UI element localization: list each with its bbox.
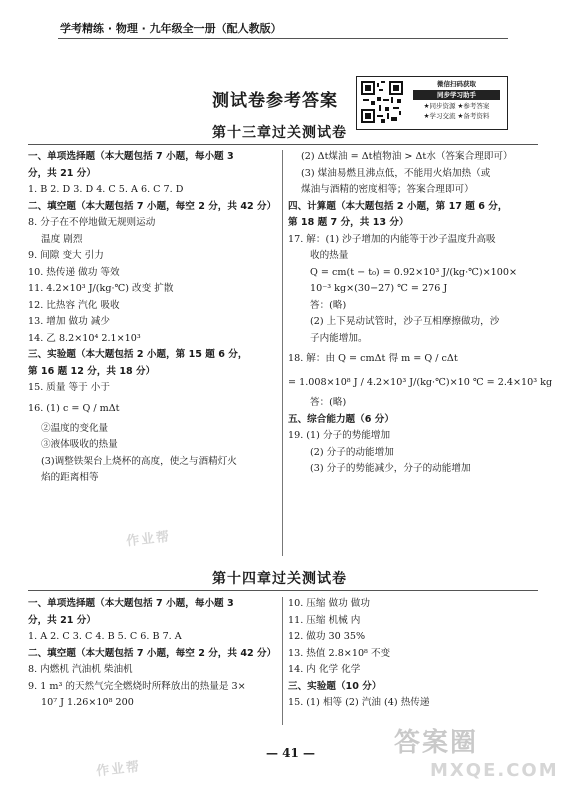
answer-line: 三、实验题（10 分） — [288, 680, 382, 692]
chapter13-title: 第十三章过关测试卷 — [212, 125, 347, 141]
answer-line: (2) 上下晃动试管时，沙子互相摩擦做功，沙 — [310, 316, 500, 327]
answer-line: 答：(略) — [310, 299, 347, 311]
answer-line: 分，共 21 分） — [28, 167, 96, 179]
answer-line: 8. 分子在不停地做无规则运动 — [28, 217, 156, 228]
qr-code-icon — [361, 81, 403, 123]
answer-line: (3) 分子的势能减少，分子的动能增加 — [310, 463, 471, 474]
answer-line: 第 18 题 7 分，共 13 分） — [288, 217, 409, 228]
answer-line: 一、单项选择题（本大题包括 7 小题，每小题 3 — [28, 598, 234, 609]
answer-line: 一、单项选择题（本大题包括 7 小题，每小题 3 — [28, 151, 234, 162]
answer-line: 10⁻³ kg×(30−27) ℃ = 276 J — [310, 283, 448, 294]
page-title: 测试卷参考答案 — [212, 91, 338, 111]
answer-line: 14. 内 化学 化学 — [288, 664, 361, 675]
chapter13-left-column — [28, 149, 278, 487]
answer-line: = 1.008×10⁸ J / 4.2×10³ J/(kg·℃)×10 ℃ = 2.4×10³ kg — [288, 377, 553, 388]
answer-line: 五、综合能力题（6 分） — [288, 413, 394, 425]
header-rule — [58, 38, 508, 39]
watermark-4: MXQE.COM — [430, 760, 559, 781]
answer-line: 8. 内燃机 汽油机 柴油机 — [28, 664, 133, 675]
answer-line: 15. 质量 等于 小于 — [28, 382, 110, 393]
answer-line: ②温度的变化量 — [41, 422, 109, 434]
answer-line: 1. A 2. C 3. C 4. B 5. C 6. B 7. A — [28, 631, 182, 642]
chapter14-left-column — [28, 596, 278, 712]
chapter13-right-column — [288, 149, 553, 478]
qr-line1: 微信扫码获取 — [437, 80, 476, 88]
column-divider-2 — [282, 597, 283, 725]
qr-line2: 同步学习助手 — [413, 90, 500, 100]
chapter14-rule — [28, 590, 538, 591]
answer-line: 12. 比热容 汽化 吸收 — [28, 299, 120, 311]
answer-line: 11. 4.2×10³ J/(kg·℃) 改变 扩散 — [28, 283, 174, 294]
answer-line: (3)调整铁架台上烧杯的高度，使之与酒精灯火 — [41, 455, 237, 467]
answer-line: Q = cm(t − t₀) = 0.92×10³ J/(kg·℃)×100× — [310, 266, 517, 278]
answer-line: 14. 乙 8.2×10⁴ 2.1×10³ — [28, 332, 141, 344]
column-divider — [282, 150, 283, 556]
chapter14-title: 第十四章过关测试卷 — [212, 571, 347, 587]
answer-line: 1. B 2. D 3. D 4. C 5. A 6. C 7. D — [28, 184, 184, 195]
answer-line: 16. (1) c = Q / mΔt — [28, 402, 120, 414]
answer-line: 10. 压缩 做功 做功 — [288, 598, 370, 609]
answer-line: 温度 剧烈 — [41, 233, 83, 245]
answer-line: 煤油与酒精的密度相等；答案合理即可） — [301, 184, 474, 195]
answer-line: (2) Δt煤油 = Δt植物油 > Δt水（答案合理即可） — [301, 151, 513, 162]
page-number: — 41 — — [266, 746, 316, 760]
answer-line: 答：(略) — [310, 397, 347, 408]
answer-line: 第 16 题 12 分，共 18 分） — [28, 365, 156, 377]
book-header: 学考精练 · 物理 · 九年级全一册（配人教版） — [60, 22, 282, 35]
answer-line: (2) 分子的动能增加 — [310, 446, 394, 458]
answer-line: 9. 1 m³ 的天然气完全燃烧时所释放出的热量是 3× — [28, 680, 246, 692]
chapter14-right-column — [288, 596, 538, 712]
answer-line: (3) 煤油易燃且沸点低，不能用火焰加热（或 — [301, 167, 491, 179]
qr-text — [409, 79, 504, 121]
answer-line: 9. 间隙 变大 引力 — [28, 250, 104, 261]
answer-line: 焰的距离相等 — [41, 472, 99, 483]
answer-line: 13. 增加 做功 减少 — [28, 316, 110, 327]
answer-line: 10⁷ J 1.26×10⁸ 200 — [41, 697, 134, 708]
answer-line: 三、实验题（本大题包括 2 小题，第 15 题 6 分， — [28, 349, 248, 360]
qr-line4: ★学习交流 ★备考资料 — [423, 112, 490, 120]
answer-line: ③液体吸收的热量 — [41, 439, 118, 450]
answer-line: 二、填空题（本大题包括 7 小题，每空 2 分，共 42 分） — [28, 200, 277, 212]
answer-line: 分，共 21 分） — [28, 614, 96, 626]
answer-line: 收的热量 — [310, 250, 349, 261]
qr-promo-box — [356, 76, 508, 130]
watermark-3: 答案圈 — [394, 728, 479, 758]
answer-line: 15. (1) 相等 (2) 汽油 (4) 热传递 — [288, 697, 430, 708]
answer-line: 12. 做功 30 35% — [288, 631, 366, 642]
watermark-1: 作业帮 — [125, 529, 172, 550]
answer-line: 子内能增加。 — [310, 332, 368, 344]
answer-line: 13. 热值 2.8×10⁸ 不变 — [288, 647, 391, 659]
watermark-2: 作业帮 — [95, 759, 142, 780]
answer-line: 19. (1) 分子的势能增加 — [288, 430, 391, 441]
answer-line: 10. 热传递 做功 等效 — [28, 266, 120, 278]
chapter13-rule — [28, 144, 538, 145]
answer-line: 11. 压缩 机械 内 — [288, 614, 361, 626]
answer-line: 18. 解：由 Q = cmΔt 得 m = Q / cΔt — [288, 353, 458, 364]
answer-line: 二、填空题（本大题包括 7 小题，每空 2 分，共 42 分） — [28, 647, 277, 659]
qr-line3: ★同步资源 ★参考答案 — [423, 102, 490, 110]
answer-line: 四、计算题（本大题包括 2 小题，第 17 题 6 分， — [288, 200, 508, 212]
answer-line: 17. 解：(1) 沙子增加的内能等于沙子温度升高吸 — [288, 233, 496, 245]
